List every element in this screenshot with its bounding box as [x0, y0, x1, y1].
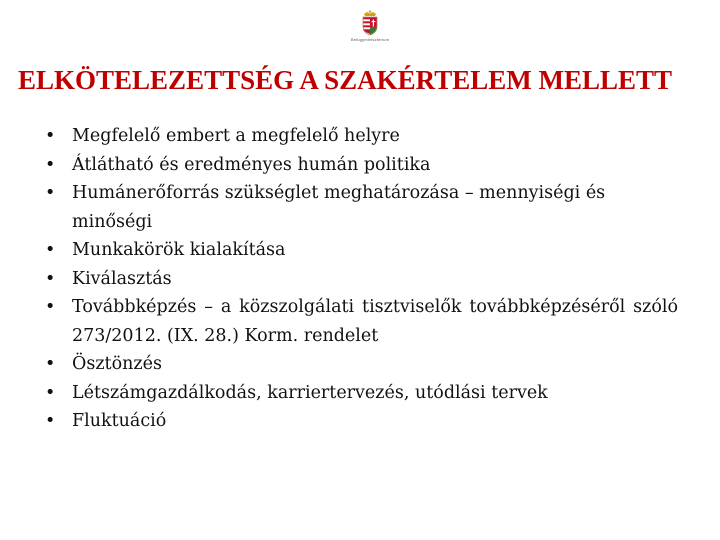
ministry-logo	[332, 10, 408, 50]
bullet-icon: •	[45, 240, 56, 260]
list-item-text: Ösztönzés	[72, 354, 162, 374]
bullet-icon: •	[45, 411, 56, 431]
list-item-text: Munkakörök kialakítása	[72, 240, 286, 260]
list-item	[45, 236, 678, 265]
logo-caption: Belügyminisztérium	[350, 37, 390, 42]
list-item-text: Humánerőforrás szükséglet meghatározása – mennyiségi és minőségi	[72, 183, 606, 232]
bullet-icon: •	[45, 183, 56, 203]
list-item	[45, 265, 678, 294]
bullet-icon: •	[45, 268, 56, 289]
bullet-list	[45, 122, 678, 436]
bullet-icon: •	[45, 297, 56, 317]
list-item	[45, 179, 678, 236]
list-item-text: Létszámgazdálkodás, karriertervezés, utódlási tervek	[72, 382, 548, 403]
list-item	[45, 379, 678, 408]
list-item-text: Megfelelő embert a megfelelő helyre	[72, 126, 400, 146]
bullet-icon: •	[45, 126, 56, 146]
list-item-text: Átlátható és eredményes humán politika	[72, 154, 431, 175]
bullet-icon: •	[45, 382, 56, 403]
list-item	[45, 293, 678, 350]
list-item-text: Kiválasztás	[72, 268, 172, 289]
bullet-icon: •	[45, 354, 56, 374]
bullet-icon: •	[45, 154, 56, 175]
list-item-text: Továbbképzés – a közszolgálati tisztviselők továbbképzéséről szóló 273/2012. (IX. 28.) Korm. rendelet	[72, 297, 678, 346]
list-item	[45, 151, 678, 180]
page-title: ELKÖTELEZETTSÉG A SZAKÉRTELEM MELLETT	[18, 65, 673, 95]
hungarian-coat-of-arms-icon	[361, 10, 379, 36]
list-item	[45, 122, 678, 151]
list-item-text: Fluktuáció	[72, 411, 167, 431]
list-item	[45, 407, 678, 436]
list-item	[45, 350, 678, 379]
